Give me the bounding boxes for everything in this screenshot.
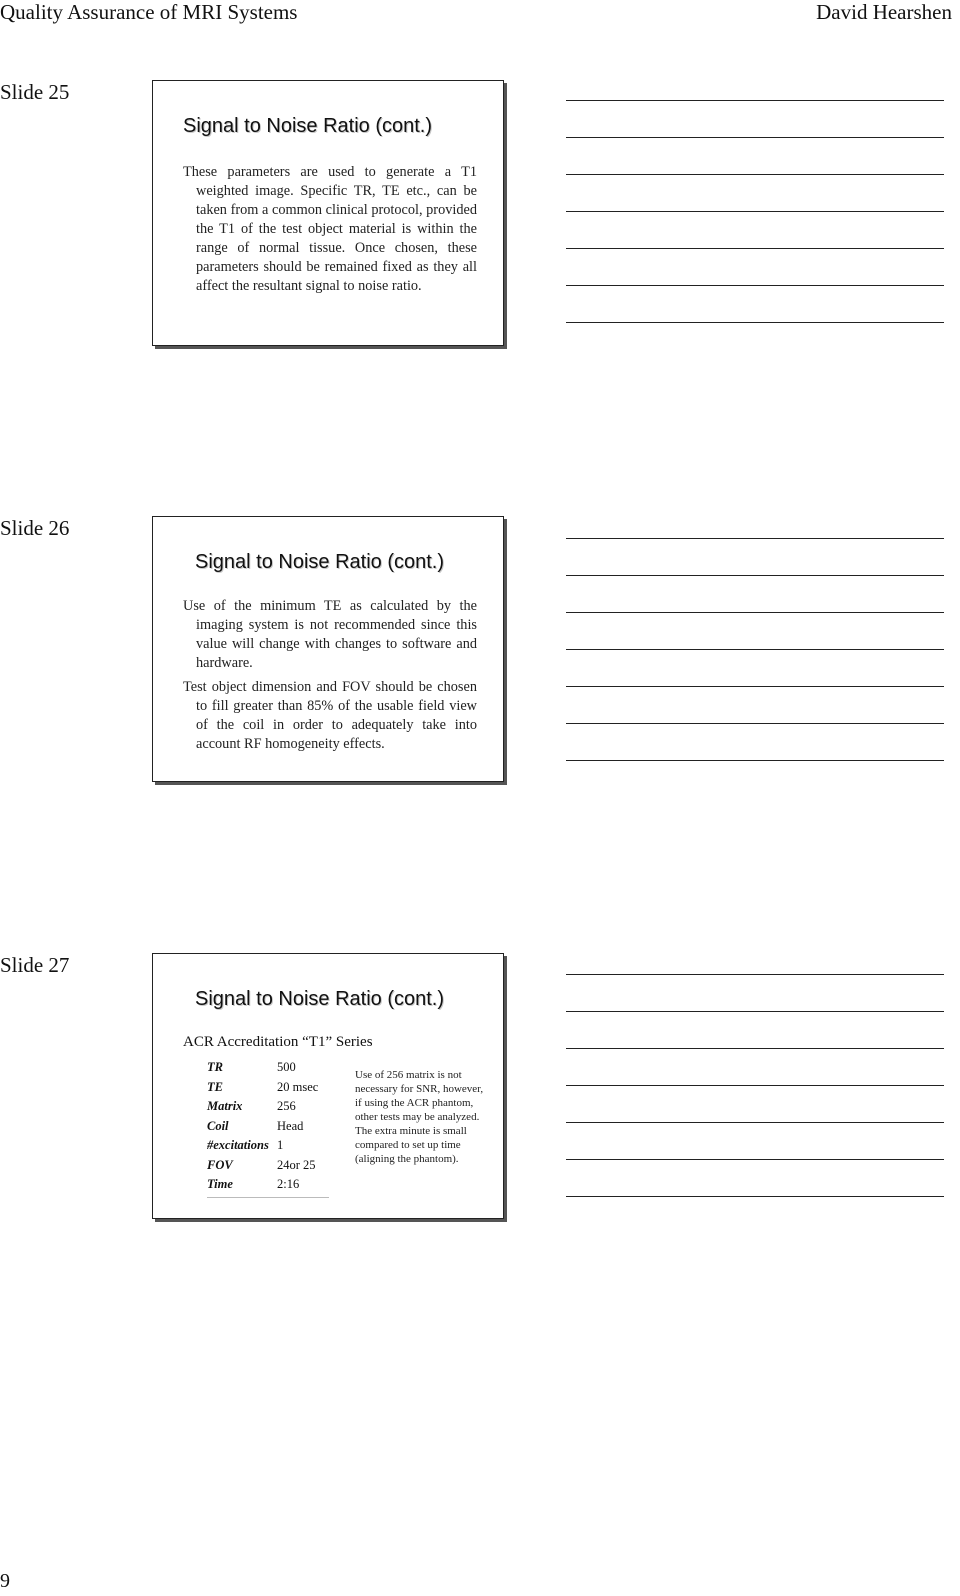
- slide-title: Signal to Noise Ratio (cont.): [195, 551, 445, 573]
- note-line[interactable]: [566, 1123, 944, 1160]
- param-name: #excitations: [207, 1138, 269, 1152]
- slide-25: [152, 80, 504, 346]
- note-lines-27: [566, 938, 944, 1197]
- slide-body: [183, 597, 477, 754]
- author-name: David Hearshen: [816, 0, 952, 24]
- table-row: [207, 1177, 329, 1197]
- note-line[interactable]: [566, 64, 944, 101]
- note-line[interactable]: [566, 286, 944, 323]
- note-line[interactable]: [566, 724, 944, 761]
- note-line[interactable]: [566, 687, 944, 724]
- note-line[interactable]: [566, 249, 944, 286]
- table-row: [207, 1138, 329, 1158]
- note-line[interactable]: [566, 138, 944, 175]
- param-value: 256: [277, 1099, 296, 1113]
- slide-label-26: Slide 26: [0, 516, 70, 540]
- param-name: TE: [207, 1079, 223, 1094]
- slide-paragraph: These parameters are used to generate a T1 weighted image. Specific TR, TE etc., can be taken from a common clinical protocol, provided the T1 of the test object material is within the range of normal tissue. Once chosen, these parameters should be remained fixed as they all affect the resultant signal to noise ratio.: [183, 164, 477, 294]
- param-value: 500: [277, 1060, 296, 1074]
- param-value: 20 msec: [277, 1079, 319, 1094]
- slide-title: Signal to Noise Ratio (cont.): [183, 115, 433, 137]
- table-row: [207, 1119, 329, 1139]
- param-value: 1: [277, 1138, 284, 1152]
- page-number: 9: [0, 1570, 10, 1592]
- param-name: Matrix: [207, 1099, 243, 1113]
- parameter-table: [207, 1060, 329, 1198]
- note-line[interactable]: [566, 502, 944, 539]
- param-name: TR: [207, 1060, 223, 1074]
- note-line[interactable]: [566, 975, 944, 1012]
- slide-paragraph: Test object dimension and FOV should be chosen to fill greater than 85% of the usable field view of the coil in order to adequately take into account RF homogeneity effects.: [183, 679, 477, 752]
- note-line[interactable]: [566, 101, 944, 138]
- slide-body: [183, 163, 477, 296]
- slide-27: [152, 953, 504, 1219]
- note-line[interactable]: [566, 576, 944, 613]
- note-lines-26: [566, 502, 944, 761]
- param-name: Time: [207, 1177, 233, 1191]
- table-row: [207, 1080, 329, 1100]
- note-line[interactable]: [566, 175, 944, 212]
- table-row: [207, 1060, 329, 1080]
- note-line[interactable]: [566, 938, 944, 975]
- note-line[interactable]: [566, 1160, 944, 1197]
- note-line[interactable]: [566, 613, 944, 650]
- note-line[interactable]: [566, 1012, 944, 1049]
- note-line[interactable]: [566, 650, 944, 687]
- param-value: 24or 25: [277, 1157, 316, 1172]
- note-line[interactable]: [566, 212, 944, 249]
- table-row: [207, 1099, 329, 1119]
- slide-paragraph: Use of the minimum TE as calculated by the imaging system is not recommended since this value will change with changes to software and hardware.: [183, 598, 477, 671]
- param-value: Head: [277, 1118, 304, 1133]
- side-note: Use of 256 matrix is not necessary for SNR, however, if using the ACR phantom, other tests may be analyzed. The extra minute is small compared to set up time (aligning the phantom).: [355, 1069, 484, 1165]
- slide-subheading: ACR Accreditation “T1” Series: [183, 1034, 373, 1050]
- note-lines-25: [566, 64, 944, 323]
- slide-label-27: Slide 27: [0, 953, 70, 977]
- note-line[interactable]: [566, 539, 944, 576]
- param-name: Coil: [207, 1118, 229, 1133]
- note-line[interactable]: [566, 1049, 944, 1086]
- slide-title: Signal to Noise Ratio (cont.): [195, 988, 445, 1010]
- slide-label-25: Slide 25: [0, 80, 70, 104]
- slide-26: [152, 516, 504, 782]
- table-row: [207, 1158, 329, 1178]
- param-name: FOV: [207, 1157, 233, 1172]
- param-value: 2:16: [277, 1177, 300, 1191]
- document-title: Quality Assurance of MRI Systems: [0, 0, 298, 24]
- note-line[interactable]: [566, 1086, 944, 1123]
